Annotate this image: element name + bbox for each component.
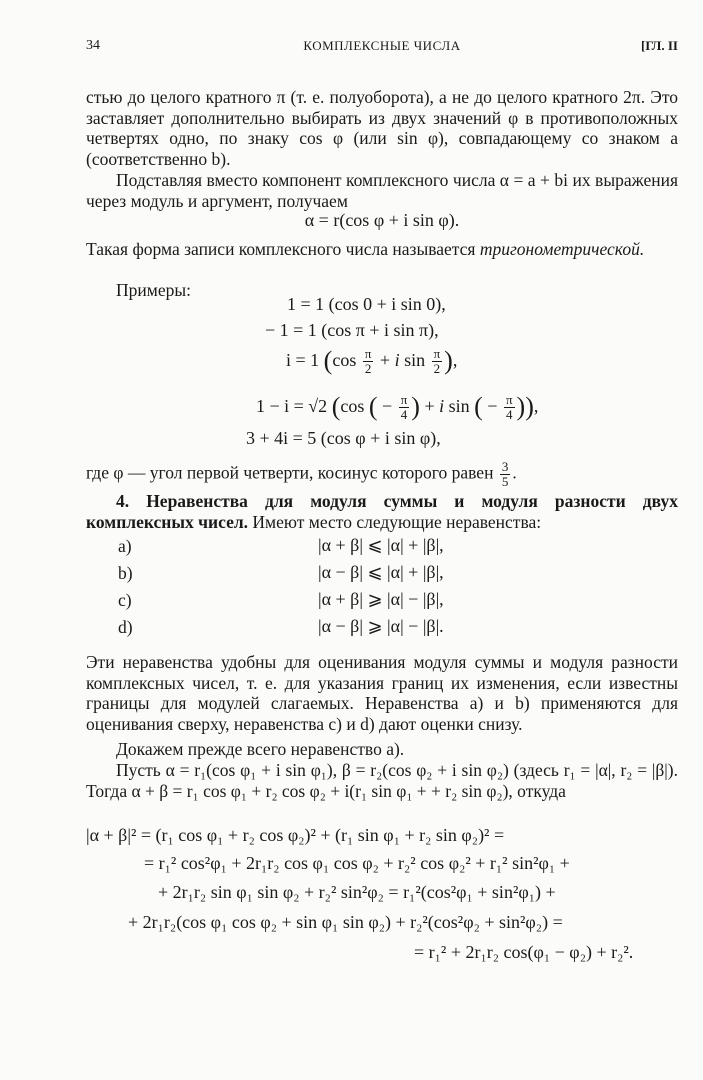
section-4-heading [86, 491, 678, 532]
paren-open: ( [323, 346, 333, 375]
fraction-pi-over-4: $\frac{\pi}{4}$ [400, 392, 408, 423]
derivation-line: |α + β|² = (r₁ cos φ₁ + r₂ cos φ₂)² + (r₁ sin φ₁ + r₂ sin φ₂)² = [86, 825, 505, 845]
inequality-label: d) [118, 617, 133, 637]
fraction-pi-over-4-b: $\frac{\pi}{4}$ [505, 392, 513, 423]
paragraph-trig-definition [86, 239, 678, 260]
page-header [86, 38, 678, 60]
derivation-line: = r₁² cos²φ₁ + 2r₁r₂ cos φ₁ cos φ₂ + r₂² cos φ₂² + r₁² sin²φ₁ + [144, 853, 570, 873]
paragraph-proof-setup: Пусть α = r₁(cos φ₁ + i sin φ₁), β = r₂(cos φ₂ + i sin φ₂) (здесь r₁ = |α|, r₂ = |β|). Тогда α + β = r₁ cos φ₁ + r₂ cos φ₂ + i(r₁ sin φ₁ + + r₂ sin φ₂), откуда [86, 760, 678, 801]
paragraph-inequality-usage: Эти неравенства удобны для оценивания модуля суммы и модуля разности комплексных чисел, т. е. для указания границ их изменения, если известны границы для модулей слагаемых. Неравенства a) и b) применяются для оценивания сверху, неравенства c) и d) дают оценки снизу. [86, 652, 678, 734]
examples-label: Примеры: [116, 280, 191, 300]
inequality-label: b) [118, 563, 133, 583]
example-5: 3 + 4i = 5 (cos φ + i sin φ), [246, 428, 441, 448]
inequality-expr: |α − β| ⩾ |α| − |β|. [318, 616, 444, 636]
paragraph-continuation: стью до целого кратного π (т. е. полуоборота), а не до целого кратного 2π. Это заставляет дополнительно выбирать из двух значений φ в противоположных четвертях одно, по знаку cos φ (или sin φ), совпадающему со знаком a (соответственно b). [86, 87, 678, 169]
angle-note-text: где φ — угол первой четверти, косинус которого равен [86, 462, 494, 483]
paren-close: ) [444, 346, 453, 375]
fraction-3-over-5: $\frac{3}{5}$ [501, 459, 509, 489]
derivation-line: + 2r₁r₂(cos φ₁ cos φ₂ + sin φ₁ sin φ₂) + r₂²(cos²φ₂ + sin²φ₂) = [128, 912, 563, 932]
derivation-line: = r₁² + 2r₁r₂ cos(φ₁ − φ₂) + r₂². [414, 942, 634, 962]
fraction-pi-over-2-b: $\frac{\pi}{2}$ [433, 346, 441, 377]
running-title: КОМПЛЕКСНЫЕ ЧИСЛА [303, 38, 461, 53]
inequality-label: c) [118, 590, 132, 610]
example-4-left: 1 − i = √2 [256, 396, 328, 416]
paragraph-substitution: Подставляя вместо компонент комплексного числа α = a + bi их выражения через модуль и аргумент, получаем [86, 170, 678, 211]
derivation-line: + 2r₁r₂ sin φ₁ sin φ₂ + r₂² sin²φ₂ = r₁²(cos²φ₁ + sin²φ₁) + [158, 882, 556, 902]
paragraph-proof-start: Докажем прежде всего неравенство a). [116, 739, 405, 759]
inequality-expr: |α − β| ⩽ |α| + |β|, [318, 562, 444, 582]
chapter-label: [ГЛ. II [641, 38, 678, 53]
inequality-expr: |α + β| ⩽ |α| + |β|, [318, 535, 444, 555]
section-4-intro: Имеют место следующие неравенства: [248, 511, 542, 532]
fraction-pi-over-2: $\frac{\pi}{2}$ [364, 346, 372, 377]
page-number: 34 [86, 38, 100, 53]
example-4: 1 − i = √2 (cos ( − $\frac{\pi}{4}$ ) + i sin ( − $\frac{\pi}{4}$ )), [256, 392, 539, 423]
example-2: − 1 = 1 (cos π + i sin π), [265, 320, 439, 340]
paragraph-angle-note: где φ — угол первой четверти, косинус которого равен $\frac{3}{5}$ . [86, 459, 517, 489]
example-3-left: i = 1 [286, 350, 320, 370]
example-1: 1 = 1 (cos 0 + i sin 0), [287, 294, 446, 314]
section-4-title: 4. Неравенства для модуля суммы и модуля разности двух комплексных чисел. [86, 491, 678, 532]
trig-definition-text: Такая форма записи комплексного числа называется [86, 239, 480, 259]
equation-trig-form: α = r(cos φ + i sin φ). [304, 210, 460, 230]
trig-term: тригонометрической. [479, 239, 645, 259]
inequality-expr: |α + β| ⩾ |α| − |β|, [318, 589, 444, 609]
example-3: i = 1 (cos $\frac{\pi}{2}$ + i sin $\frac{\pi}{2}$ ), [286, 346, 458, 377]
inequality-label: a) [118, 536, 132, 556]
